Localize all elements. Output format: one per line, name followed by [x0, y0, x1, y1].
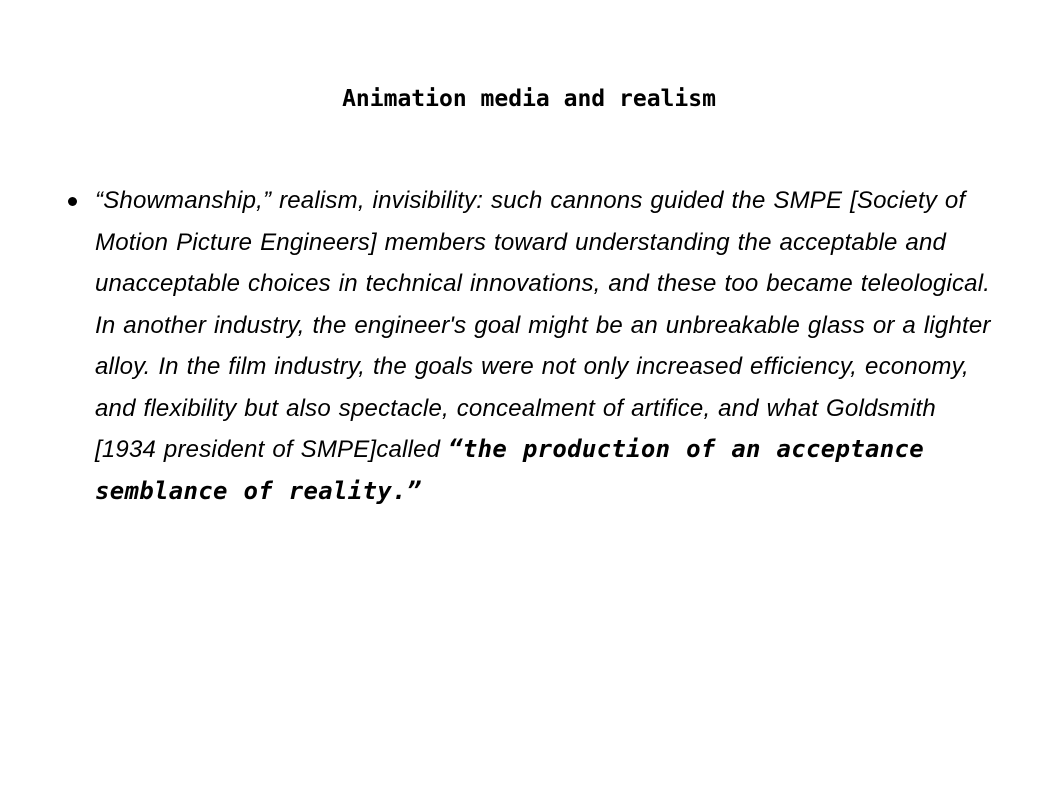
bullet-body-text: “Showmanship,” realism, invisibility: such cannons guided the SMPE [Society of Motion Picture Engineers] members toward understanding the acceptable and unacceptable choices in technical innovations, and these too became teleological. In another industry, the engineer's goal might be an unbreakable glass or a lighter alloy. In the film industry, the goals were not only increased efficiency, economy, and flexibility but also spectacle, concealment of artifice, and what Goldsmith [1934 president of SMPE]called [95, 187, 991, 463]
bullet-quote: “the production of an acceptance semblance of reality.” [95, 435, 925, 505]
slide-title: Animation media and realism [342, 86, 716, 112]
bullet-dot-icon [68, 197, 77, 206]
bullet-list [0, 180, 1058, 512]
bullet-text [95, 180, 1000, 512]
bullet-item [0, 180, 1058, 512]
